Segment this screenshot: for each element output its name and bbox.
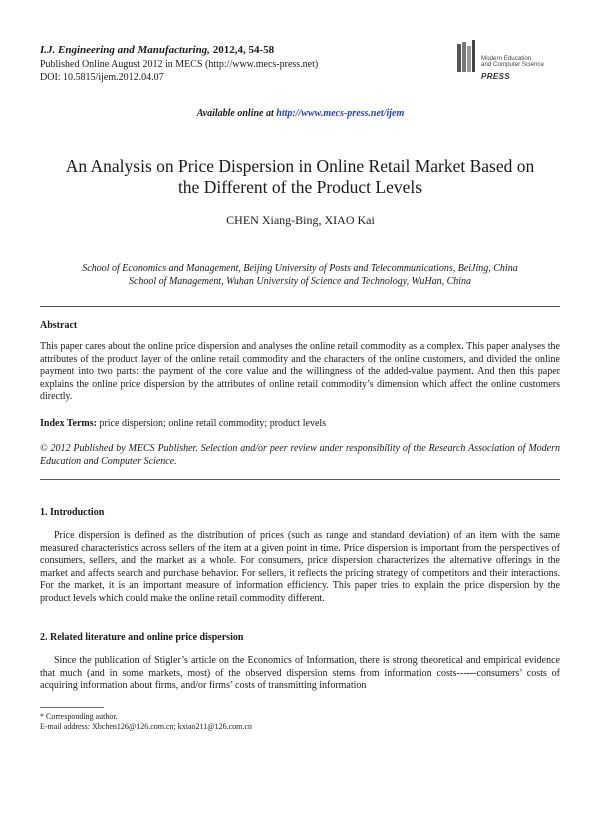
abstract-heading: Abstract	[40, 320, 78, 331]
footnote-rule	[40, 707, 104, 708]
section-text: Since the publication of Stigler’s article on the Economics of Information, there is strong theoretical and empirical evidence that much (and in some markets, most) of the observed dispersion stems from information costs------consumers’ costs of acquiring information about firms, and/or firms’ costs of transmitting information	[40, 655, 560, 692]
logo-text	[481, 56, 544, 69]
availability-label: Available online at	[196, 108, 274, 119]
book-stack-icon	[455, 40, 477, 74]
authors: CHEN Xiang-Bing, XIAO Kai	[226, 213, 375, 227]
logo-line1: Modern Education	[481, 55, 532, 62]
author-email: E-mail address: Xbchen126@126.com.cn; kxiao211@126.com.cn	[40, 722, 252, 731]
logo-press: PRESS	[481, 72, 511, 81]
title-line-1: An Analysis on Price Dispersion in Online Retail Market Based on	[65, 156, 535, 176]
journal-url-link[interactable]: http://www.mecs-press.net/ijem	[276, 108, 405, 119]
doi: DOI: 10.5815/ijem.2012.04.07	[40, 72, 164, 83]
availability-line	[0, 108, 601, 119]
abstract-text: This paper cares about the online price dispersion and analyses the online retail commodity as a complex. This paper analyses the attributes of the product layer of the online retail commodity and the characters of the online customers, and divided the online payment into two parts: the payment of the core value and the willingness of the added-value payment. And then this paper explains the online price dispersion by the attributes of online retail commodity’s dimension which affect the online customers directly.	[40, 341, 560, 403]
affiliation-1: School of Economics and Management, Beijing University of Posts and Telecommunications, BeiJing, China	[82, 263, 518, 274]
logo-line2: and Computer Science	[481, 61, 544, 69]
section-text: Price dispersion is defined as the distribution of prices (such as range and standard deviation) of an item with the same measured characteristics across sellers of the item at a given point in time. Price dispersion is important from the perspectives of consumers, sellers, and the market as a whole. For consumers, price dispersion characterizes the alternative offerings in the market and affects search and purchase behavior. For sellers, it reflects the pricing strategy of competitors and their interactions. For the market, it is an important measure of information efficiency. This paper tries to explain the price dispersion by the product levels which could make the online retail commodity different.	[40, 530, 560, 604]
publisher-logo	[455, 40, 565, 80]
index-terms-label: Index Terms:	[40, 418, 97, 429]
journal-issue: 2012,4, 54-58	[212, 44, 275, 56]
index-terms-text: price dispersion; online retail commodity; product levels	[99, 418, 327, 429]
section-heading: 2. Related literature and online price dispersion	[40, 632, 244, 643]
divider-bottom	[40, 479, 560, 480]
journal-title	[40, 44, 274, 56]
published-info: Published Online August 2012 in MECS (http://www.mecs-press.net)	[40, 59, 319, 70]
title-line-2: the Different of the Product Levels	[177, 177, 423, 197]
paper-title	[40, 156, 560, 198]
corresponding-author-note: * Corresponding author.	[40, 712, 118, 721]
affiliation-2: School of Management, Wuhan University of Science and Technology, WuHan, China	[128, 276, 472, 287]
section-heading: 1. Introduction	[40, 507, 105, 518]
copyright-notice: © 2012 Published by MECS Publisher. Selection and/or peer review under responsibility of the Research Association of Modern Education and Computer Science.	[40, 443, 560, 467]
index-terms	[40, 418, 560, 431]
divider-top	[40, 306, 560, 307]
journal-name: I.J. Engineering and Manufacturing,	[40, 44, 210, 56]
